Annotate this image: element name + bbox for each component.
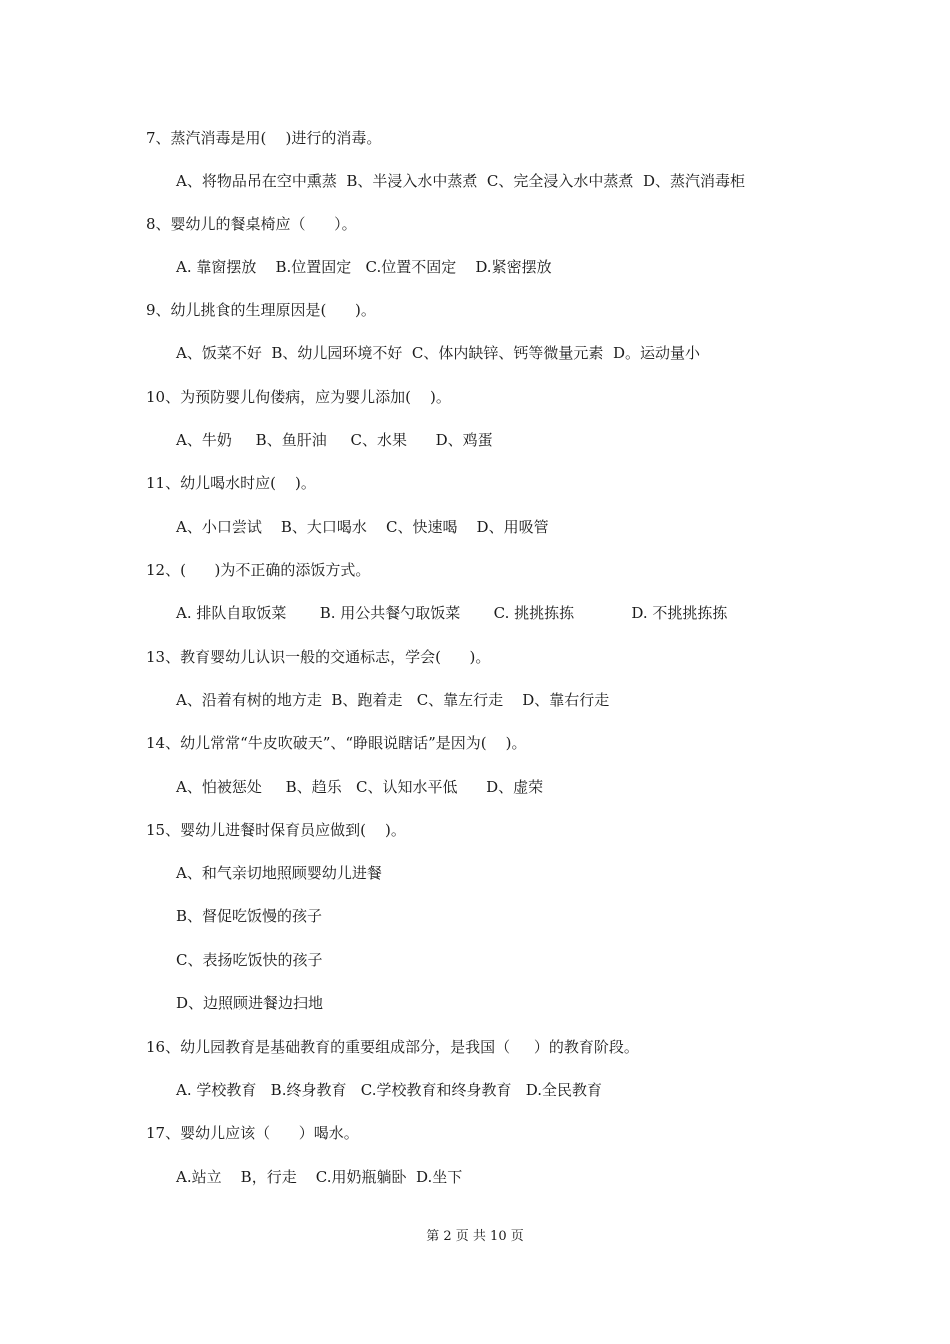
question-9: 9、幼儿挑食的生理原因是( )。: [146, 301, 376, 319]
question-10: 10、为预防婴儿佝偻病，应为婴儿添加( )。: [146, 388, 451, 406]
question-15-option-c: C、表扬吃饭快的孩子: [176, 951, 323, 969]
page-footer: 第 2 页 共 10 页: [426, 1229, 524, 1244]
question-7: 7、蒸汽消毒是用( )进行的消毒。: [146, 129, 382, 147]
question-15-option-a: A、和气亲切地照顾婴幼儿进餐: [176, 864, 382, 882]
question-15-option-b: B、督促吃饭慢的孩子: [176, 907, 323, 925]
question-14-options: A、怕被惩处 B、趋乐 C、认知水平低 D、虚荣: [176, 778, 544, 796]
question-15-option-d: D、边照顾进餐边扫地: [176, 994, 324, 1012]
question-9-options: A、饭菜不好 B、幼儿园环境不好 C、体内缺锌、钙等微量元素 D。运动量小: [176, 344, 700, 362]
question-14: 14、幼儿常常“牛皮吹破天”、“睁眼说瞎话”是因为( )。: [146, 734, 527, 752]
question-11: 11、幼儿喝水时应( )。: [146, 474, 316, 492]
question-8: 8、婴幼儿的餐桌椅应（ ）。: [146, 215, 357, 233]
question-7-options: A、将物品吊在空中熏蒸 B、半浸入水中蒸煮 C、完全浸入水中蒸煮 D、蒸汽消毒柜: [176, 172, 745, 190]
question-17: 17、婴幼儿应该（ ）喝水。: [146, 1124, 359, 1142]
question-17-options: A.站立 B，行走 C.用奶瓶躺卧 D.坐下: [176, 1168, 463, 1186]
question-12-options: A. 排队自取饭菜 B. 用公共餐勺取饭菜 C. 挑挑拣拣 D. 不挑挑拣拣: [176, 604, 728, 622]
question-15: 15、婴幼儿进餐时保育员应做到( )。: [146, 821, 406, 839]
question-12: 12、( )为不正确的添饭方式。: [146, 561, 371, 579]
question-13-options: A、沿着有树的地方走 B、跑着走 C、靠左行走 D、靠右行走: [176, 691, 610, 709]
question-11-options: A、小口尝试 B、大口喝水 C、快速喝 D、用吸管: [176, 518, 549, 536]
question-10-options: A、牛奶 B、鱼肝油 C、水果 D、鸡蛋: [176, 431, 493, 449]
question-8-options: A. 靠窗摆放 B.位置固定 C.位置不固定 D.紧密摆放: [176, 258, 552, 276]
question-16-options: A. 学校教育 B.终身教育 C.学校教育和终身教育 D.全民教育: [176, 1081, 603, 1099]
question-16: 16、幼儿园教育是基础教育的重要组成部分，是我国（ ）的教育阶段。: [146, 1038, 639, 1056]
question-13: 13、教育婴幼儿认识一般的交通标志，学会( )。: [146, 648, 491, 666]
